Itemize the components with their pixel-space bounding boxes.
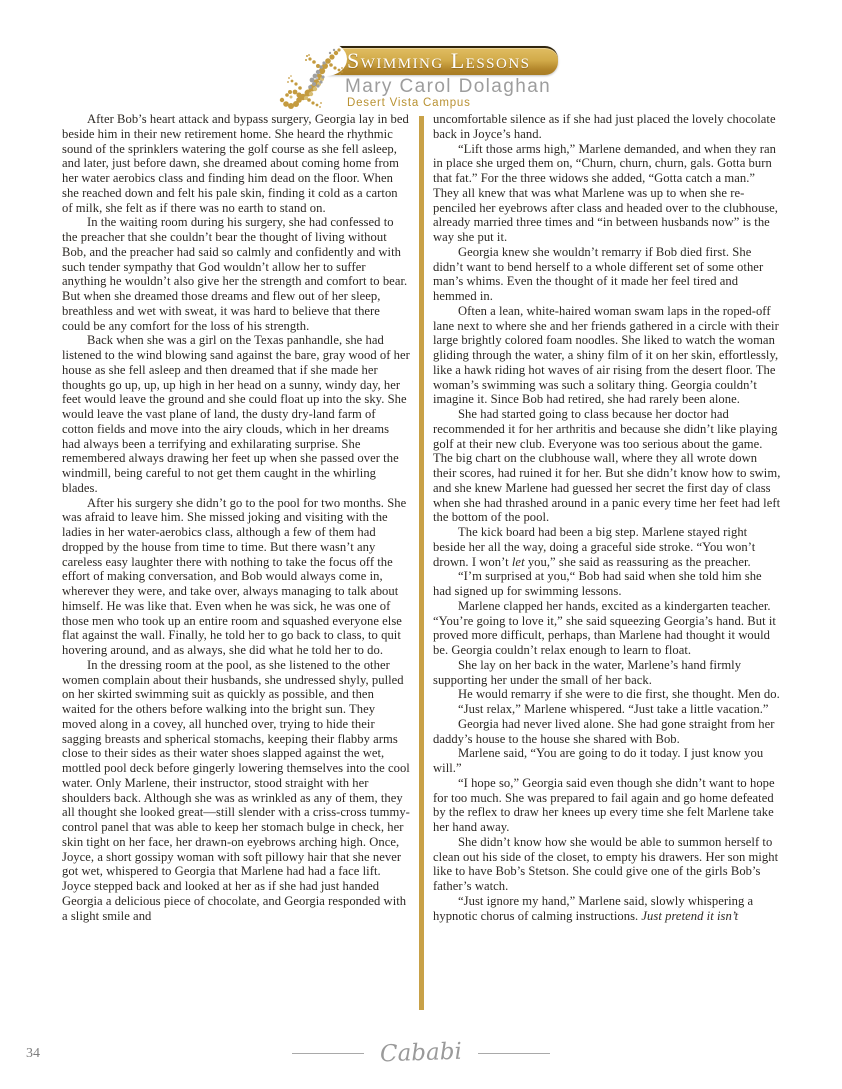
story-paragraph: “I hope so,” Georgia said even though she didn’t want to hope for too much. She was prepared to fail again and go home defeated by the reflex to draw her knees up every time she felt Marlene take her hand away. <box>433 775 775 834</box>
story-paragraph: Back when she was a girl on the Texas panhandle, she had listened to the wind blowing sand against the bare, gray wood of her house as she fell asleep and then dreamed that if she made her thoughts go up, up, up high in her head on a sunny, windy day, her feet would leave the ground and she could float up into the sky. She would leave the vast plane of land, the dusty dry-land farm of cotton fields and move into the airy clouds, which in her dreams had always been a terrifying and exhilarating surprise. She remembered always drawing her feet up when she passed over the windmill, being careful to not get them caught in the whirling blades. <box>62 333 410 495</box>
story-column-right <box>433 112 781 923</box>
page-title: Swimming Lessons <box>347 48 531 73</box>
footer-brand <box>0 1040 842 1066</box>
story-paragraph: In the dressing room at the pool, as she listened to the other women complain about their husbands, she undressed shyly, pulled on her skirted swimming suit as quickly as possible, and then waited for the others before walking into the bright sun. They moved along in a covey, all hunched over, trying to hide their sagging breasts and spherical stomachs, keeping their flabby arms close to their sides as their water shoes slapped against the wet, mottled pool deck before gingerly lowering themselves into the cool water. Only Marlene, their instructor, stood straight with her shoulders back. Although she was as wrinkled as any of them, they all thought she looked great—still slender with a criss-cross tummy-control panel that was able to keep her stomach bulge in check, her skin tight on her face, her drawn-on eyebrows arching high. Once, Joyce, a short gossipy woman with soft pillowy hair that she never got wet, whispered to Georgia that Marlene had had a face lift. Joyce stepped back and looked at her as if she had just handed Georgia a delicious piece of chocolate, and Georgia responded with a slight smile and <box>62 657 410 923</box>
story-columns <box>62 112 781 1010</box>
story-paragraph: Often a lean, white-haired woman swam laps in the roped-off lane next to where she and her friends gathered in a circle with their large brightly colored foam noodles. She liked to watch the woman gliding through the water, a shiny film of it on her skin, effortlessly, like a hawk riding hot waves of air rising from the desert floor. The woman’s swimming was such a solitary thing. Georgia couldn’t imagine it. Since Bob had retired, she had rarely been alone. <box>433 303 779 407</box>
story-paragraph: She had started going to class because her doctor had recommended it for her arthritis and because she didn’t like playing golf at their new club. Everyone was too serious about the game. The big chart on the clubhouse wall, where they all wrote down their scores, had ruined it for her. But she didn’t know how to swim, and she knew Marlene had guessed her secret the first day of class when she had thrashed around in a panic every time her feet had left the bottom of the pool. <box>433 407 781 525</box>
story-paragraph: After Bob’s heart attack and bypass surgery, Georgia lay in bed beside him in their new retirement home. She heard the rhythmic sound of the sprinklers watering the golf course as she fell asleep, and later, just before dawn, she dreamed about coming home from her water aerobics class and finding him dead on the floor. When she reached down and felt his pale skin, finding it cold as a carton of milk, she felt as if there was no earth to stand on. <box>62 112 409 215</box>
story-paragraph: She didn’t know how she would be able to summon herself to clean out his side of the closet, to empty his drawers. Her son might like to have Bob’s Stetson. She could give one of the girls Bob’s father’s watch. <box>433 834 779 893</box>
story-paragraph: Marlene said, “You are going to do it today. I just know you will.” <box>433 746 764 775</box>
story-paragraph: The kick board had been a big step. Marlene stayed right beside her all the way, doing a graceful side stroke. “You won’t drown. I won’t let you,” she said as reassuring as the preacher. <box>433 525 756 569</box>
story-paragraph: “I’m surprised at you,“ Bob had said when she told him she had signed up for swimming lessons. <box>433 569 762 598</box>
campus-name: Desert Vista Campus <box>347 97 471 109</box>
story-paragraph: After his surgery she didn’t go to the pool for two months. She was afraid to leave him. She missed joking and visiting with the ladies in her water-aerobics class, although a few of them had dropped by the house from time to time. But there wasn’t any careless easy laughter there with nothing to take the focus off the effort of making conversation, and Bob would always come in, wherever they were, and take over, always managing to talk about himself. He was like that. Even when he was sick, he was one of those men who took up an entire room and squashed everyone else flat against the wall. Finally, he told her to go back to class, to quit hovering around, and as always, she did what he told her to do. <box>62 495 407 657</box>
story-paragraph: In the waiting room during his surgery, she had confessed to the preacher that she couldn’t bear the thought of living without Bob, and the preacher had said so calmly and confidently and with such tender sympathy that God wouldn’t allow her to suffer anything he wouldn’t also give her the strength and comfort to bear. But when she dreamed those dreams and flew out of her sleep, breathless and wet with sweat, it was hard to believe that there could be any comfort for the loss of his strength. <box>62 215 408 333</box>
footer-rule-left <box>292 1053 364 1054</box>
story-column-left <box>62 112 410 923</box>
story-paragraph: “Just relax,” Marlene whispered. “Just take a little vacation.” <box>458 702 769 716</box>
lizard-logo-icon <box>274 40 348 112</box>
story-paragraph: “Lift those arms high,” Marlene demanded, and when they ran in place she urged them on, “Churn, churn, churn, gals. Gotta burn that fat.” For the three widows she added, “Gotta catch a man.” They all knew that was what Marlene was up to when she re-penciled her eyebrows after class and headed over to the clubhouse, already married three times and “in between husbands now” is the way she put it. <box>433 141 778 244</box>
story-paragraph: She lay on her back in the water, Marlene’s hand firmly supporting her under the small of her back. <box>433 657 742 687</box>
page-number: 34 <box>26 1046 40 1061</box>
footer-rule-right <box>478 1053 550 1054</box>
story-paragraph: Georgia had never lived alone. She had gone straight from her daddy’s house to the house she shared with Bob. <box>433 716 775 746</box>
story-paragraph: “Just ignore my hand,” Marlene said, slowly whispering a hypnotic chorus of calming instructions. Just pretend it isn’t <box>433 893 754 923</box>
column-divider <box>419 116 424 1010</box>
author-name: Mary Carol Dolaghan <box>345 76 552 97</box>
story-paragraph: He would remarry if she were to die first, she thought. Men do. <box>458 687 780 702</box>
brand-wordmark: Cababi <box>379 1038 463 1068</box>
story-paragraph: Georgia knew she wouldn’t remarry if Bob died first. She didn’t want to bend herself to a whole different set of some other man’s whims. Even the thought of it made her feel tired and hemmed in. <box>433 244 764 303</box>
story-paragraph: uncomfortable silence as if she had just placed the lovely chocolate back in Joyce’s hand. <box>433 112 776 141</box>
story-paragraph: Marlene clapped her hands, excited as a kindergarten teacher. “You’re going to love it,” she said squeezing Georgia’s hand. But it proved more difficult, perhaps, than Marlene had thought it would be. Georgia couldn’t relax enough to learn to float. <box>433 598 776 657</box>
